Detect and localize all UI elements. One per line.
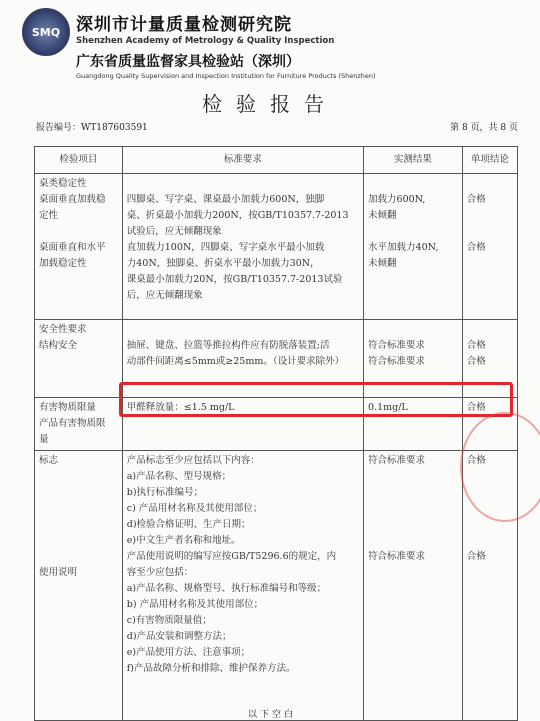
cell-line: 合格 — [466, 242, 486, 253]
cell-line: b) 产品用材名称及其使用部位； — [126, 599, 264, 610]
cell-line — [39, 549, 118, 565]
highlight-box — [119, 382, 513, 417]
cell-line — [467, 208, 513, 224]
cell-line: 加载力600N, — [368, 194, 426, 205]
cell-line: 桌面垂直和水平 — [39, 242, 106, 253]
cell-line — [127, 176, 359, 192]
cell-line: e)中文生产者名称和地址。 — [126, 535, 241, 546]
cell-line: 产品使用说明的编写应按GB/T5296.6的规定，内 — [126, 551, 337, 562]
header-conclusion: 单项结论 — [462, 147, 517, 174]
cell-line: 合格 — [466, 194, 486, 205]
row-requirement — [122, 451, 363, 721]
cell-line: 甲醛释放量：≤1.5 mg/L — [126, 402, 235, 413]
cell-line — [467, 533, 513, 549]
cell-line: 容至少应包括： — [126, 567, 194, 578]
end-note: 以下空白 — [248, 710, 297, 720]
cell-line: 合格 — [466, 551, 486, 562]
cell-line — [368, 224, 458, 240]
cell-line: 试验后，应无倾翻现象 — [126, 226, 222, 237]
org-name-secondary: 广东省质量监督家具检验站（深圳） — [76, 54, 300, 70]
org-name-secondary-en: Guangdong Quality Supervision and Inspection Institution for Furniture Products (Shenzhen) — [76, 72, 376, 80]
header-item: 检验项目 — [35, 147, 123, 174]
cell-line: 结构安全 — [39, 340, 78, 351]
cell-line: f)产品故障分析和排除、维护保养方法。 — [126, 663, 296, 674]
row-result — [364, 174, 463, 320]
cell-line: a)产品名称、型号规格； — [126, 471, 232, 482]
cell-line: 合格 — [466, 340, 486, 351]
academy-logo: SMQ — [22, 8, 70, 56]
cell-line — [467, 176, 513, 192]
cell-line: c)有害物质限量值； — [126, 615, 212, 626]
cell-line — [368, 485, 458, 501]
cell-line: 产品标志至少应包括以下内容： — [126, 455, 260, 466]
cell-line: 桌面垂直加载稳 — [39, 194, 106, 205]
cell-line — [39, 224, 118, 240]
cell-line — [467, 322, 513, 338]
cell-line: 抽屉、键盘、拉篮等推拉构件应有防脱落装置;活 — [126, 340, 330, 351]
header-requirement: 标准要求 — [122, 147, 363, 174]
row-item — [35, 174, 123, 320]
cell-line: 定性 — [39, 210, 59, 221]
report-number: 报告编号：WT187603591 — [36, 123, 148, 133]
cell-line: 合格 — [466, 356, 486, 367]
inspection-stamp — [460, 412, 540, 522]
cell-line: 加载稳定性 — [39, 258, 87, 269]
cell-line: 合格 — [466, 455, 486, 466]
cell-line — [39, 469, 118, 485]
cell-line: 未倾翻 — [368, 210, 397, 221]
inspection-table — [34, 146, 518, 721]
cell-line: 桌、折桌最小加载力200N，按GB/T10357.7-2013 — [126, 210, 349, 221]
cell-line — [39, 517, 118, 533]
page-title: 检验报告 — [202, 92, 338, 116]
cell-line: 直加载力100N，四脚桌、写字桌水平最小加载 — [126, 242, 325, 253]
cell-line — [39, 501, 118, 517]
cell-line: 后，应无倾翻现象 — [126, 290, 203, 301]
cell-line: 力40N，独脚桌、折桌水平最小加载力30N， — [126, 258, 320, 269]
cell-line: c) 产品用材名称及其使用部位； — [126, 503, 263, 514]
cell-line — [368, 533, 458, 549]
cell-line — [39, 485, 118, 501]
table-header-row — [35, 147, 518, 174]
cell-line: 产品有害物质限 — [39, 418, 106, 429]
row-item — [35, 451, 123, 721]
row-item — [35, 320, 123, 398]
cell-line: 符合标准要求 — [368, 455, 426, 466]
cell-line: 安全性要求 — [39, 324, 87, 335]
cell-line — [39, 533, 118, 549]
cell-line — [127, 322, 359, 338]
cell-line — [467, 224, 513, 240]
row-item — [35, 398, 123, 451]
cell-line: 桌类稳定性 — [39, 178, 87, 189]
org-name-en: Shenzhen Academy of Metrology & Quality Inspection — [76, 36, 335, 46]
cell-line — [368, 176, 458, 192]
cell-line — [368, 501, 458, 517]
row-requirement — [122, 174, 363, 320]
cell-line: 0.1mg/L — [368, 402, 408, 413]
cell-line: a)产品名称、规格型号、执行标准编号和等级； — [126, 583, 327, 594]
cell-line — [368, 517, 458, 533]
cell-line: e)产品使用方法、注意事项； — [126, 647, 251, 658]
cell-line — [368, 469, 458, 485]
cell-line: 有害物质限量 — [39, 402, 97, 413]
org-header — [76, 10, 376, 80]
cell-line: 量 — [39, 434, 49, 445]
row-result — [364, 451, 463, 721]
cell-line: 符合标准要求 — [368, 340, 426, 351]
cell-line: 符合标准要求 — [368, 356, 426, 367]
org-name: 深圳市计量质量检测研究院 — [76, 15, 292, 35]
cell-line: 水平加载力40N, — [368, 242, 439, 253]
table-row — [35, 174, 518, 320]
cell-line: 符合标准要求 — [368, 551, 426, 562]
cell-line: 课桌最小加载力20N，按GB/T10357.7-2013试验 — [126, 274, 343, 285]
cell-line: d)产品安装和调整方法； — [126, 631, 232, 642]
page-info: 第 8 页，共 8 页 — [450, 123, 518, 133]
cell-line: 合格 — [466, 402, 486, 413]
cell-line: 四脚桌、写字桌、课桌最小加载力600N，独脚 — [126, 194, 325, 205]
row-conclusion — [462, 174, 517, 320]
cell-line: 使用说明 — [39, 567, 78, 578]
cell-line — [368, 322, 458, 338]
table-row — [35, 451, 518, 721]
cell-line: 动部件间距离≤5mm或≥25mm。（设计要求除外） — [126, 356, 345, 367]
cell-line: 标志 — [39, 455, 59, 466]
cell-line: 未倾翻 — [368, 258, 397, 269]
cell-line: d)检验合格证明、生产日期； — [126, 519, 251, 530]
cell-line: b)执行标准编号； — [126, 487, 204, 498]
header-result: 实测结果 — [364, 147, 463, 174]
